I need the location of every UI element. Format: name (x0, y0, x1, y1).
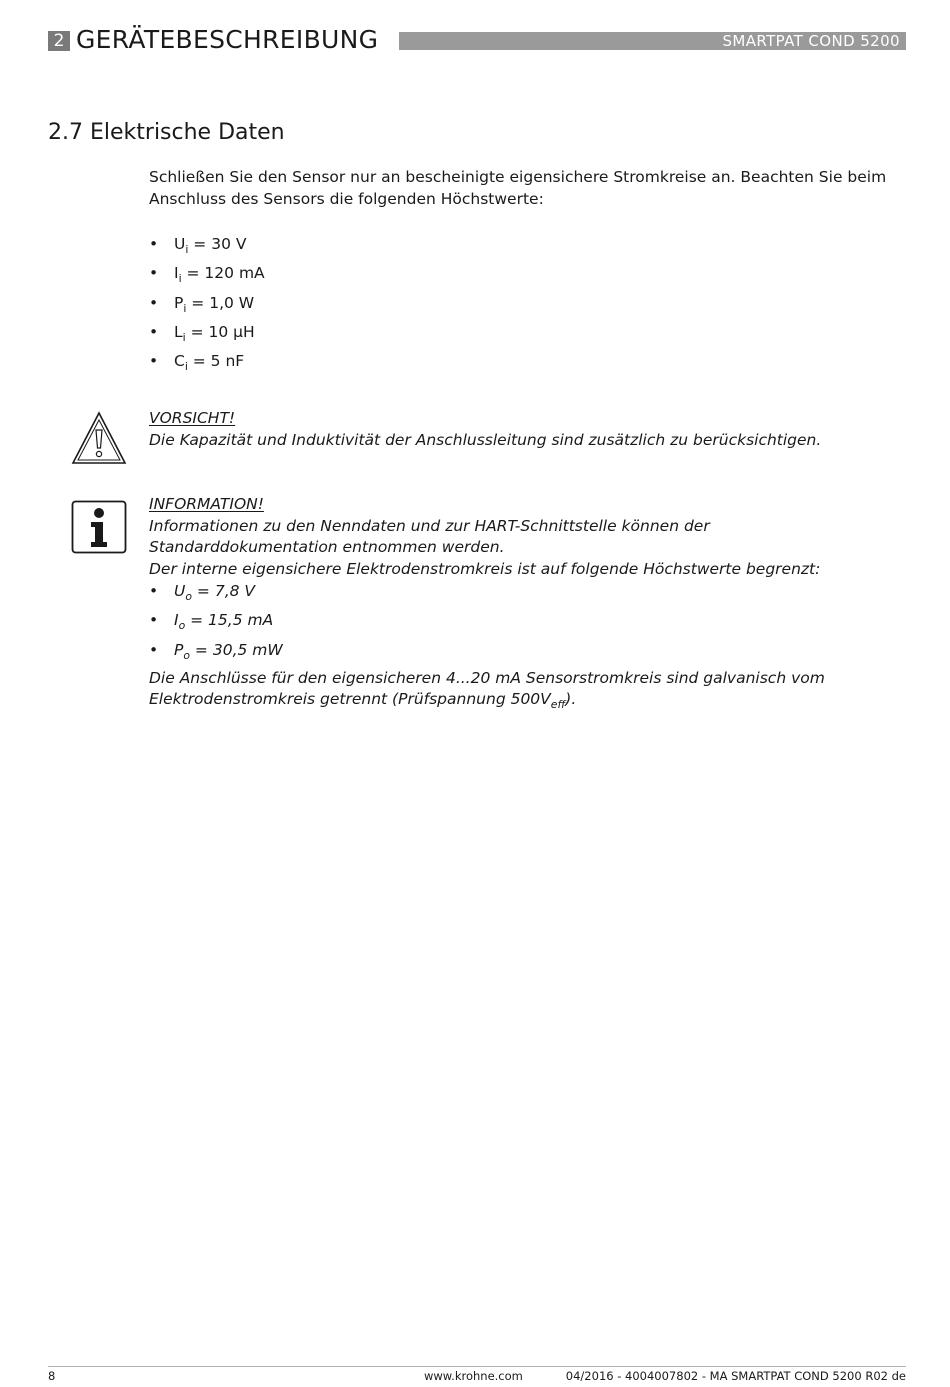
page-number: 8 (48, 1369, 56, 1383)
chapter-title: GERÄTEBESCHREIBUNG (76, 25, 379, 54)
output-values-list (149, 580, 869, 668)
page-header (48, 25, 906, 54)
information-text-3: Der interne eigensichere Elektrodenstromkreis ist auf folgende Höchstwerte begrenzt: (149, 559, 821, 578)
information-label: INFORMATION! (149, 495, 264, 513)
section-title: 2.7 Elektrische Daten (48, 120, 285, 145)
list-item: • $I_o = 15,5$ mA (149, 609, 869, 638)
list-item: • $U_i = 30$ V (149, 233, 265, 262)
caution-notice (149, 408, 869, 451)
info-icon (71, 500, 127, 554)
list-item: • $P_i = 1,0$ W (149, 292, 265, 321)
website-link[interactable]: www.krohne.com (424, 1369, 523, 1383)
product-name: SMARTPAT COND 5200 (722, 32, 900, 50)
list-item: • $L_i = 10$ µH (149, 321, 265, 350)
caution-label: VORSICHT! (149, 409, 236, 427)
list-item: • $C_i = 5$ nF (149, 350, 265, 379)
information-text-1: Informationen zu den Nenndaten und zur HART-Schnittstelle können der (149, 516, 710, 535)
information-closing-2: Elektrodenstromkreis getrennt (Prüfspannung $500V_{eff}$). (149, 690, 577, 712)
input-values-list (149, 233, 265, 379)
information-text-2: Standarddokumentation entnommen werden. (149, 538, 505, 556)
chapter-number: 2 (48, 31, 70, 51)
information-notice (149, 494, 869, 711)
footer-divider (48, 1366, 906, 1367)
list-item: • $P_o = 30,5$ mW (149, 639, 869, 668)
list-item: • $I_i = 120$ mA (149, 262, 265, 291)
document-reference: 04/2016 - 4004007802 - MA SMARTPAT COND 5200 R02 de (565, 1369, 906, 1383)
header-bar (399, 32, 906, 50)
information-closing-1: Die Anschlüsse für den eigensicheren 4...20 mA Sensorstromkreis sind galvanisch vom (149, 668, 825, 687)
caution-text: Die Kapazität und Induktivität der Anschlussleitung sind zusätzlich zu berücksichtigen. (149, 430, 822, 449)
intro-paragraph: Schließen Sie den Sensor nur an bescheinigte eigensichere Stromkreise an. Beachten Sie beim Anschluss des Sensors die folgenden Höchstwerte: (149, 168, 887, 208)
list-item: • $U_o = 7,8$ V (149, 580, 869, 609)
warning-triangle-icon (70, 410, 128, 466)
